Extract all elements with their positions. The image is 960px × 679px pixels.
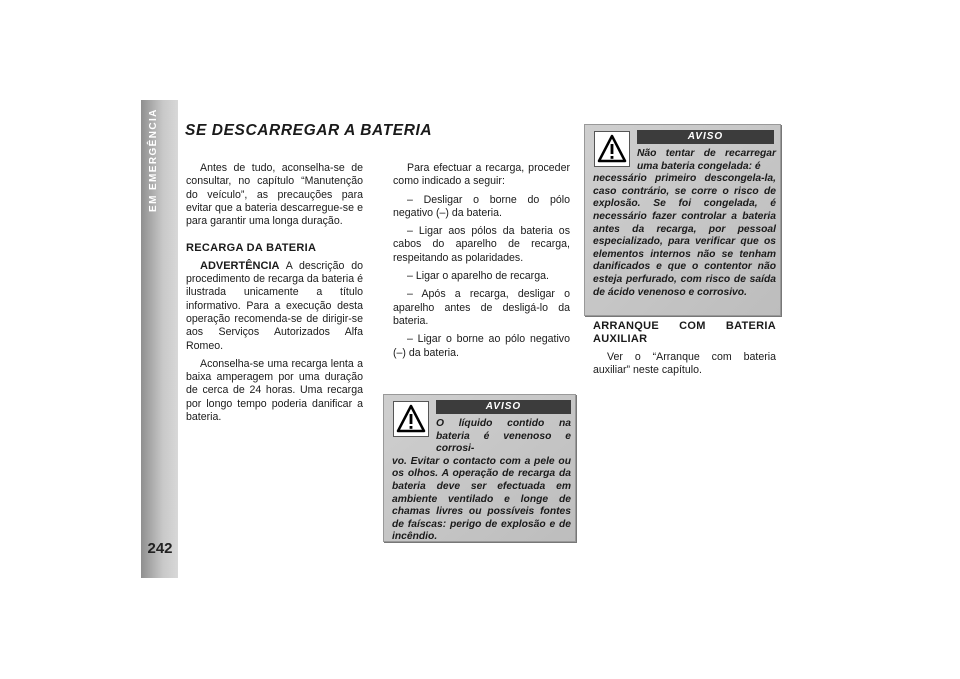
recharge-paragraph: Aconselha-se uma recarga lenta a baixa amperagem por uma duração de cerca de 24 horas. Uma recarga por longo tempo poderia danificar a bateria.	[186, 357, 363, 424]
advisory-text: A descrição do procedimento de recarga da bateria é ilustrada unicamente a título informativo. Para a execução desta operação recomenda-se de dirigir-se aos Serviços Autorizados Alfa Romeo.	[186, 259, 363, 352]
section-label: EM EMERGÊNCIA	[148, 108, 159, 212]
warning-body: vo. Evitar o contacto com a pele ou os olhos. A operação de recarga da bateria deve ser efectuada em ambiente ventilado e longe de chamas livres ou possíveis fontes de faíscas: perigo de explosão e de incêndio.	[392, 455, 571, 543]
warning-lead: Não tentar de recarregar uma bateria congelada: é	[637, 148, 776, 172]
warning-box-frozen-battery	[584, 124, 781, 316]
column-left	[186, 162, 363, 429]
procedure-step: – Ligar aos pólos da bateria os cabos do aparelho de recarga, respeitando as polaridades.	[393, 225, 570, 264]
warning-band: AVISO	[436, 400, 571, 414]
jump-start-paragraph: Ver o “Arranque com bateria auxiliar” neste capítulo.	[593, 350, 776, 376]
warning-band: AVISO	[637, 130, 774, 144]
intro-paragraph: Antes de tudo, aconselha-se de consultar, no capítulo “Manutenção do veículo”, as precauções para evitar que a bateria descarregue-se e para garantir uma longa duração.	[186, 162, 363, 228]
procedure-step: – Após a recarga, desligar o aparelho antes de desligá-lo da bateria.	[393, 288, 570, 327]
advisory-label: ADVERTÊNCIA	[200, 259, 280, 272]
procedure-step: – Ligar o borne ao pólo negativo (–) da bateria.	[393, 333, 570, 359]
procedure-step: – Ligar o aparelho de recarga.	[407, 270, 549, 283]
section-heading-recharge: RECARGA DA BATERIA	[186, 242, 317, 255]
warning-box-battery-acid	[383, 394, 576, 542]
section-heading-jump-start: ARRANQUE COM BATERIA AUXILIAR	[593, 320, 776, 346]
page-title: SE DESCARREGAR A BATERIA	[185, 122, 433, 139]
warning-body: necessário primeiro descongela-la, caso contrário, se corre o risco de explosão. Se foi congelada, é necessário fazer controlar a bateria antes da recarga, por pessoal especializado, para verificar que os elementos internos não se tenham danificados e que o contentor não esteja perfurado, com risco de saída de ácido venenoso e corrosivo.	[593, 173, 776, 298]
page-number: 242	[147, 540, 173, 557]
warning-text	[593, 148, 776, 299]
column-middle	[393, 162, 570, 365]
procedure-intro: Para efectuar a recarga, proceder como indicado a seguir:	[393, 162, 570, 188]
procedure-step: – Desligar o borne do pólo negativo (–) da bateria.	[393, 193, 570, 219]
column-right	[593, 320, 776, 382]
warning-lead: O líquido contido na bateria é venenoso e corrosi-	[436, 418, 571, 455]
warning-text	[392, 418, 571, 544]
advisory-paragraph	[186, 260, 363, 353]
